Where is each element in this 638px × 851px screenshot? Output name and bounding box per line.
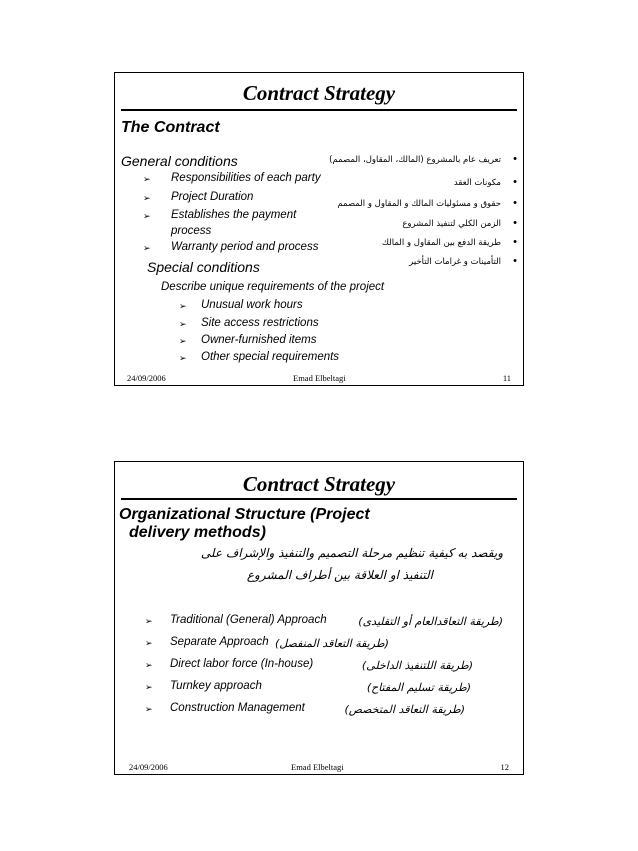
- method-arabic-name: (طريقة تسليم المفتاح): [366, 681, 471, 694]
- list-item: Establishes the payment: [171, 209, 297, 221]
- arrow-bullet-icon: ➢: [145, 704, 153, 714]
- footer-author: Emad Elbeltagi: [293, 373, 346, 383]
- arrow-bullet-icon: ➢: [145, 638, 153, 648]
- dot-bullet-icon: •: [513, 236, 517, 248]
- method-name: Turnkey approach: [170, 680, 262, 692]
- title-divider: [121, 498, 517, 500]
- list-item: Site access restrictions: [201, 317, 319, 329]
- arrow-bullet-icon: ➢: [145, 660, 153, 670]
- arabic-description-line2: التنفيذ او العلاقة بين أطراف المشروع: [246, 568, 433, 582]
- dot-bullet-icon: •: [513, 153, 517, 165]
- dot-bullet-icon: •: [513, 255, 517, 267]
- arrow-bullet-icon: ➢: [179, 319, 187, 329]
- method-arabic-name: (طريقة التعاقد المتخصص): [344, 703, 465, 716]
- arrow-bullet-icon: ➢: [179, 336, 187, 346]
- method-name: Direct labor force (In-house): [170, 658, 314, 670]
- arabic-description-line1: ويقصد به كيفية تنظيم مرحلة التصميم والتنفيذ والإشراف على: [200, 546, 503, 560]
- footer-page-number: 11: [502, 373, 511, 383]
- section-heading-line1: Organizational Structure (Project: [119, 506, 370, 523]
- method-arabic-name: (طريقة التعاقدالعام أو التقليدى): [358, 615, 503, 628]
- arrow-bullet-icon: ➢: [179, 301, 187, 311]
- list-item: Project Duration: [171, 191, 254, 203]
- slide-12: [114, 461, 524, 775]
- method-name: Construction Management: [170, 702, 305, 714]
- slide-title: Contract Strategy: [242, 472, 396, 496]
- list-item: Owner-furnished items: [201, 334, 317, 346]
- arabic-list-item: الزمن الكلي لتنفيذ المشروع: [402, 219, 501, 229]
- arrow-bullet-icon: ➢: [143, 193, 151, 203]
- arabic-list-item: التأمينات و غرامات التأخير: [409, 257, 501, 267]
- arrow-bullet-icon: ➢: [145, 616, 153, 626]
- dot-bullet-icon: •: [513, 197, 517, 209]
- dot-bullet-icon: •: [513, 176, 517, 188]
- title-divider: [121, 109, 517, 111]
- arrow-bullet-icon: ➢: [143, 211, 151, 221]
- list-item: Responsibilities of each party: [171, 172, 321, 184]
- slide-title: Contract Strategy: [242, 81, 396, 105]
- dot-bullet-icon: •: [513, 217, 517, 229]
- section-heading-line2: delivery methods): [129, 524, 266, 541]
- arrow-bullet-icon: ➢: [143, 243, 151, 253]
- list-item: Other special requirements: [201, 351, 340, 363]
- arrow-bullet-icon: ➢: [145, 682, 153, 692]
- special-conditions-label: Special conditions: [147, 259, 260, 275]
- arrow-bullet-icon: ➢: [179, 353, 187, 363]
- arabic-list-item: حقوق و مسئوليات المالك و المقاول و المصمم: [337, 199, 501, 209]
- method-arabic-name: (طريقة التعاقد المنفصل): [275, 637, 389, 650]
- arabic-list-item: مكونات العقد: [453, 178, 501, 188]
- arabic-list-item: تعريف عام بالمشروع (المالك، المقاول، المصمم): [329, 155, 501, 165]
- arrow-bullet-icon: ➢: [143, 174, 151, 184]
- method-name: Traditional (General) Approach: [170, 614, 327, 626]
- method-name: Separate Approach: [170, 636, 269, 648]
- footer-page-number: 12: [500, 762, 509, 772]
- special-conditions-description: Describe unique requirements of the project: [161, 281, 385, 293]
- footer-date: 24/09/2006: [127, 373, 166, 383]
- footer-date: 24/09/2006: [129, 762, 168, 772]
- arabic-list-item: طريقة الدفع بين المقاول و المالك: [382, 238, 501, 248]
- list-item-continuation: process: [171, 225, 212, 237]
- footer-author: Emad Elbeltagi: [291, 762, 344, 772]
- general-conditions-label: General conditions: [121, 153, 238, 169]
- method-arabic-name: (طريقة اللتنفيذ الداخلى): [361, 659, 473, 672]
- list-item: Warranty period and process: [171, 241, 319, 253]
- section-heading: The Contract: [121, 119, 220, 136]
- list-item: Unusual work hours: [201, 299, 303, 311]
- slide-11: [114, 72, 524, 386]
